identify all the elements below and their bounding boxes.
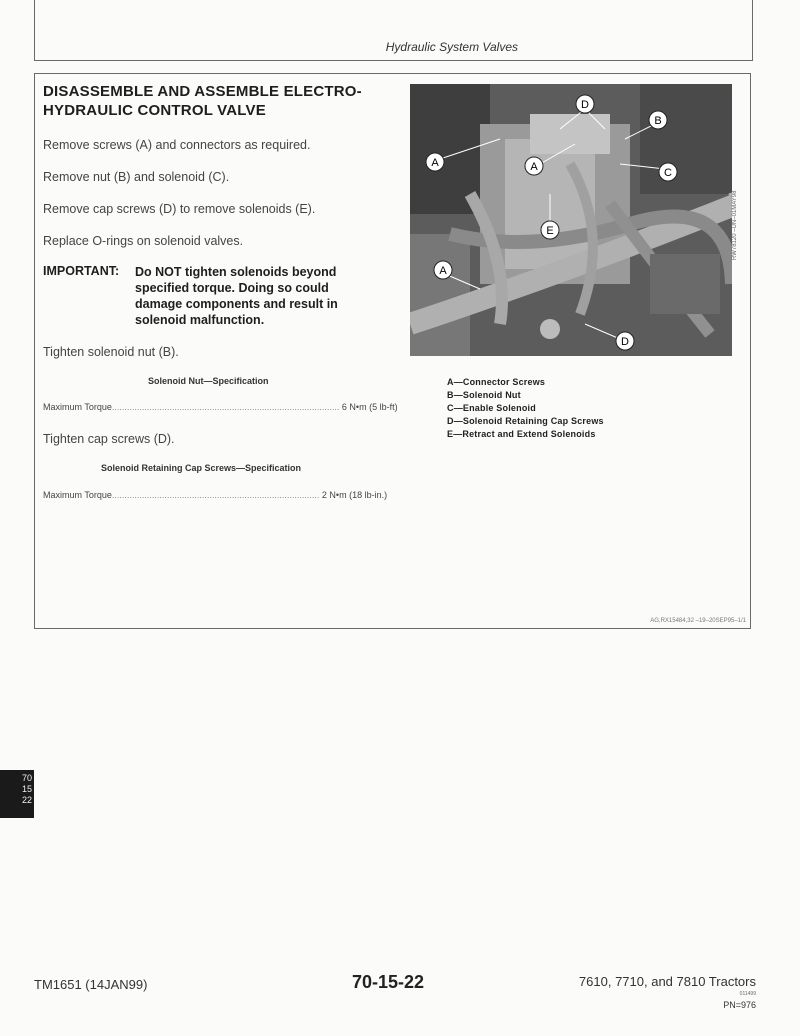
spec2-row: Maximum Torque................................................................................... 2 N•m (18 lb-in.) (43, 490, 388, 500)
section-footer-code: AG,RX15484,32 –19–20SEP95–1/1 (650, 618, 746, 624)
spec1-row: Maximum Torque........................................................................................... 6 N•m (5 lb-ft) (43, 402, 398, 412)
important-text: Do NOT tighten solenoids beyond specified torque. Doing so could damage components and result in solenoid malfunction. (135, 265, 338, 327)
footer-page-number: 70-15-22 (352, 972, 425, 992)
legend-item-a: A—Connector Screws (447, 377, 546, 387)
legend-item-b: B—Solenoid Nut (447, 390, 521, 400)
valve-photo (410, 84, 732, 356)
spec2-value: 2 N•m (18 lb-in.) (321, 490, 388, 500)
legend-item-d: D—Solenoid Retaining Cap Screws (447, 416, 604, 426)
legend-item-e: E—Retract and Extend Solenoids (447, 429, 596, 439)
footer-pn: PN=976 (723, 1000, 756, 1010)
tab-line-3: 22 (21, 795, 32, 805)
spec1-title: Solenoid Nut—Specification (148, 376, 269, 386)
callout-a3-label: A (439, 265, 447, 277)
procedure-section (34, 73, 751, 629)
step-tighten-cap: Tighten cap screws (D). (43, 432, 175, 446)
step-remove-nut: Remove nut (B) and solenoid (C). (43, 170, 230, 184)
footer-models: 7610, 7710, and 7810 Tractors (578, 974, 756, 989)
legend (447, 376, 604, 441)
callout-c-label: C (664, 167, 672, 179)
footer-manual-id: TM1651 (14JAN99) (34, 977, 148, 992)
tab-line-2: 15 (21, 784, 32, 794)
valve-photo-graphic (410, 84, 732, 356)
callout-e-label: E (546, 225, 554, 237)
section-tab (0, 770, 34, 818)
step-remove-screws: Remove screws (A) and connectors as required. (43, 138, 311, 152)
important-label: IMPORTANT: (43, 264, 120, 278)
callout-d2 (616, 332, 634, 350)
section-title: DISASSEMBLE AND ASSEMBLE ELECTRO-HYDRAULIC CONTROL VALVE (43, 83, 362, 119)
callout-a2-label: A (530, 161, 538, 173)
tab-line-1: 70 (21, 773, 32, 783)
callout-d1 (576, 95, 594, 113)
legend-item-c: C—Enable Solenoid (447, 403, 536, 413)
spec2-title: Solenoid Retaining Cap Screws—Specification (101, 463, 302, 473)
callout-d2-label: D (621, 336, 629, 348)
step-replace-orings: Replace O-rings on solenoid valves. (43, 234, 244, 248)
callout-c (659, 163, 677, 181)
spec2-label: Maximum Torque (43, 490, 112, 500)
step-remove-cap-screws: Remove cap screws (D) to remove solenoids (E). (43, 202, 316, 216)
photo-code: RW78120 –UN–01MAY98 (732, 190, 738, 260)
footer-small-code: 011499 (739, 991, 756, 997)
step-tighten-nut: Tighten solenoid nut (B). (43, 345, 179, 359)
callout-b-label: B (654, 115, 662, 127)
callout-a3 (434, 261, 452, 279)
spec1-value: 6 N•m (5 lb-ft) (341, 402, 398, 412)
spec1-label: Maximum Torque (43, 402, 112, 412)
callout-a2 (525, 157, 543, 175)
callout-b (649, 111, 667, 129)
callout-e (541, 221, 559, 239)
callout-a1 (426, 153, 444, 171)
callout-a1-label: A (431, 157, 439, 169)
callout-d1-label: D (581, 99, 589, 111)
page-header-title: Hydraulic System Valves (385, 40, 518, 54)
